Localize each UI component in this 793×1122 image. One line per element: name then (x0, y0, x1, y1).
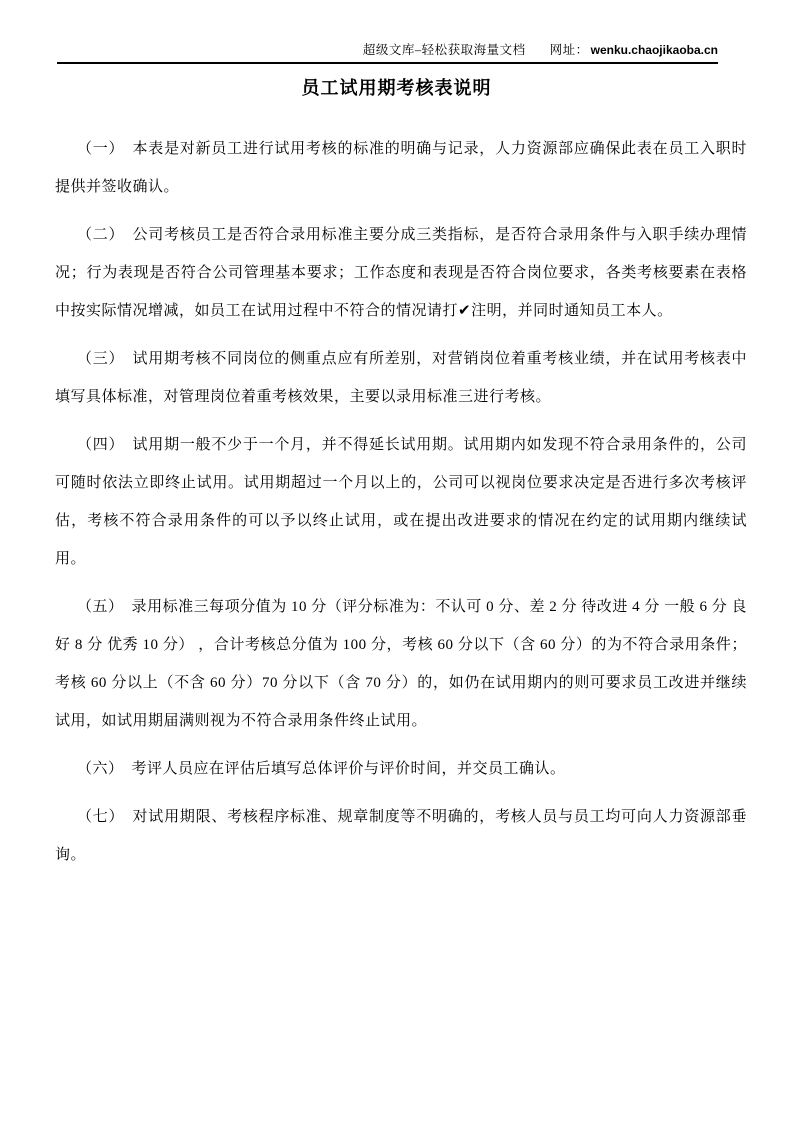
header-url-label: 网址： (549, 43, 589, 57)
paragraph-5: （五） 录用标准三每项分值为 10 分（评分标准为：不认可 0 分、差 2 分 待改进 4 分 一般 6 分 良好 8 分 优秀 10 分） ，合计考核总分值为 100 分，考核 60 分以下（含 60 分）的为不符合录用条件；考核 60 分以上（不含 60 分）70 分以下（含 70 分）的，如仍在试用期内的则可要求员工改进并继续试用，如试用期届满则视为不符合录用条件终止试用。 (55, 599, 747, 729)
document-title: 员工试用期考核表说明 (301, 78, 492, 98)
document-body (55, 130, 747, 874)
header-url: wenku.chaojikaoba.cn (590, 43, 718, 57)
page-header (57, 0, 718, 64)
paragraph-3: （三） 试用期考核不同岗位的侧重点应有所差别，对营销岗位着重考核业绩，并在试用考核表中填写具体标准，对管理岗位着重考核效果，主要以录用标准三进行考核。 (55, 351, 747, 405)
paragraph-2: （二） 公司考核员工是否符合录用标准主要分成三类指标，是否符合录用条件与入职手续办理情况；行为表现是否符合公司管理基本要求；工作态度和表现是否符合岗位要求，各类考核要素在表格中按实际情况增减，如员工在试用过程中不符合的情况请打✔注明，并同时通知员工本人。 (55, 227, 747, 319)
paragraph-7: （七） 对试用期限、考核程序标准、规章制度等不明确的，考核人员与员工均可向人力资源部垂询。 (55, 809, 747, 863)
paragraph-1: （一） 本表是对新员工进行试用考核的标准的明确与记录，人力资源部应确保此表在员工入职时提供并签收确认。 (55, 141, 747, 195)
paragraph-4: （四） 试用期一般不少于一个月，并不得延长试用期。试用期内如发现不符合录用条件的，公司可随时依法立即终止试用。试用期超过一个月以上的，公司可以视岗位要求决定是否进行多次考核评估，考核不符合录用条件的可以予以终止试用，或在提出改进要求的情况在约定的试用期内继续试用。 (55, 437, 747, 567)
header-site-name: 超级文库–轻松获取海量文档 (362, 43, 526, 57)
paragraph-6: （六） 考评人员应在评估后填写总体评价与评价时间，并交员工确认。 (77, 761, 566, 777)
